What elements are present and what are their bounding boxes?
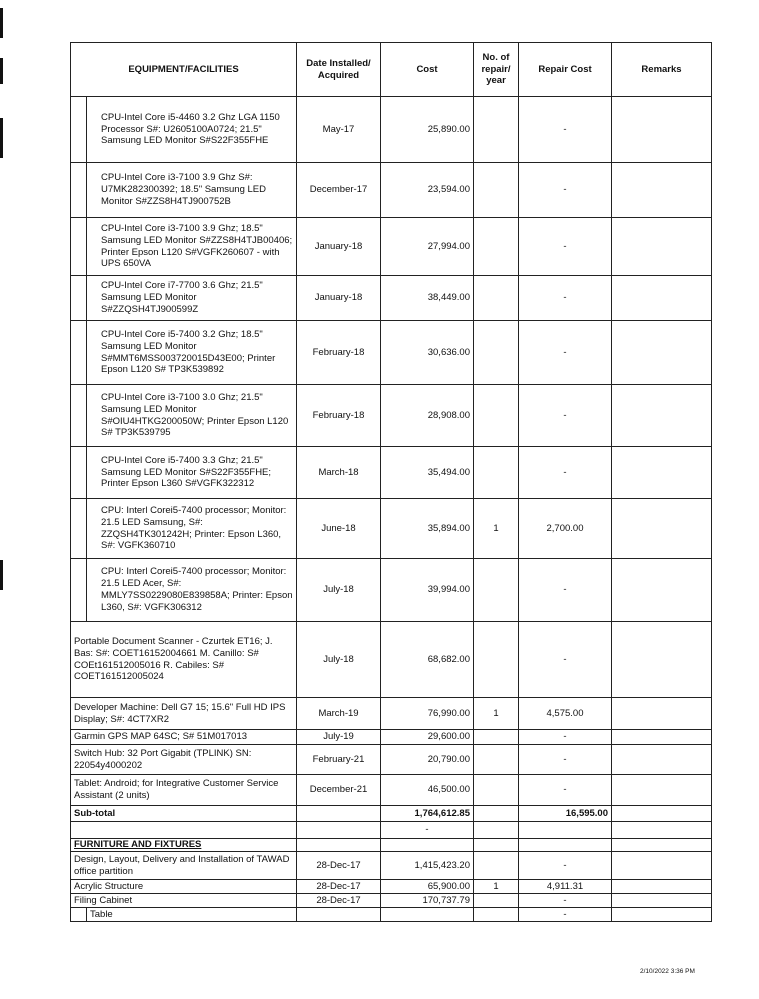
equipment-description: CPU: Interl Corei5-7400 processor; Monitor: 21.5 LED Samsung, S#: ZZQSH4TK301242H; Printer: Epson L360, S#: VGFK360710 [87,499,297,559]
remarks-cell [612,276,712,321]
remarks-cell [612,447,712,499]
cost-value: 35,494.00 [381,447,474,499]
repair-count [474,559,519,622]
repair-cost-value: 4,911.31 [519,880,612,894]
date-acquired: July-18 [297,559,381,622]
remarks-cell [612,908,712,922]
furniture-heading: FURNITURE AND FIXTURES [71,839,297,852]
equipment-description: Garmin GPS MAP 64SC; S# 51M017013 [71,730,297,745]
remarks-cell [612,698,712,730]
table-row [71,698,712,730]
table-row [71,745,712,775]
equipment-description: CPU-Intel Core i7-7700 3.6 Ghz; 21.5" Samsung LED Monitor S#ZZQSH4TJ900599Z [87,276,297,321]
equipment-description: CPU-Intel Core i5-7400 3.2 Ghz; 18.5" Samsung LED Monitor S#MMT6MSS003720015D43E00; Printer Epson L120 S# TP3K539892 [87,321,297,385]
repair-count: 1 [474,499,519,559]
table-row [71,218,712,276]
date-acquired: January-18 [297,276,381,321]
date-acquired: 28-Dec-17 [297,880,381,894]
table-row [71,385,712,447]
repair-cost-value: - [519,163,612,218]
repair-count [474,218,519,276]
header-cost: Cost [381,43,474,97]
remarks-cell [612,218,712,276]
equipment-description: CPU-Intel Core i3-7100 3.0 Ghz; 21.5" Samsung LED Monitor S#OIU4HTKG200050W; Printer Epson L120 S# TP3K539795 [87,385,297,447]
equipment-description: Tablet: Android; for Integrative Customer Service Assistant (2 units) [71,775,297,806]
date-acquired: June-18 [297,499,381,559]
table-row [71,894,712,908]
cost-value: 29,600.00 [381,730,474,745]
repair-cost-value: - [519,321,612,385]
equipment-description: CPU-Intel Core i3-7100 3.9 Ghz; 18.5" Samsung LED Monitor S#ZZS8H4TJB00406; Printer Epson L120 S#VGFK260607 - with UPS 650VA [87,218,297,276]
repair-count [474,385,519,447]
cost-value: 76,990.00 [381,698,474,730]
scan-edge-mark-1 [0,8,3,38]
remarks-cell [612,894,712,908]
repair-count [474,163,519,218]
equipment-description: Acrylic Structure [71,880,297,894]
repair-count [474,97,519,163]
section-heading-row [71,839,712,852]
equipment-description: Design, Layout, Delivery and Installation of TAWAD office partition [71,852,297,880]
repair-cost-value: - [519,730,612,745]
repair-cost-value: - [519,276,612,321]
repair-cost-value: - [519,447,612,499]
header-repairs: No. of repair/ year [474,43,519,97]
repair-count [474,775,519,806]
cost-value: 25,890.00 [381,97,474,163]
remarks-cell [612,775,712,806]
repair-cost-value: - [519,908,612,922]
cost-value: 23,594.00 [381,163,474,218]
cost-value: 27,994.00 [381,218,474,276]
cost-value: 39,994.00 [381,559,474,622]
header-date: Date Installed/ Acquired [297,43,381,97]
repair-count [474,852,519,880]
table-row [71,908,712,922]
repair-cost-value: 2,700.00 [519,499,612,559]
cost-value: 68,682.00 [381,622,474,698]
repair-cost-value: - [519,745,612,775]
equipment-description: CPU-Intel Core i3-7100 3.9 Ghz S#: U7MK282300392; 18.5" Samsung LED Monitor S#ZZS8H4TJ900752B [87,163,297,218]
repair-count [474,908,519,922]
equipment-table [70,42,712,922]
table-row [71,775,712,806]
remarks-cell [612,730,712,745]
equipment-description: CPU-Intel Core i5-4460 3.2 Ghz LGA 1150 Processor S#: U2605100A0724; 21.5" Samsung LED Monitor S#S22F355FHE [87,97,297,163]
equipment-description: CPU: Interl Corei5-7400 processor; Monitor: 21.5 LED Acer, S#: MMLY7SS0229080E839858A; Printer: Epson L360, S#: VGFK306312 [87,559,297,622]
date-acquired: December-17 [297,163,381,218]
repair-count [474,622,519,698]
table-row [71,880,712,894]
table-row [71,447,712,499]
header-remarks: Remarks [612,43,712,97]
remarks-cell [612,880,712,894]
subtotal-dot-mark: - [381,822,474,839]
remarks-cell [612,499,712,559]
cost-value: 46,500.00 [381,775,474,806]
remarks-cell [612,97,712,163]
repair-count: 1 [474,698,519,730]
cost-value: 170,737.79 [381,894,474,908]
cost-value: 1,415,423.20 [381,852,474,880]
repair-cost-value: - [519,218,612,276]
date-acquired: December-21 [297,775,381,806]
remarks-cell [612,745,712,775]
repair-cost-value: - [519,622,612,698]
date-acquired: March-19 [297,698,381,730]
spacer-row [71,822,712,839]
cost-value: 28,908.00 [381,385,474,447]
remarks-cell [612,852,712,880]
cost-value [381,908,474,922]
subtotal-label: Sub-total [71,806,297,822]
remarks-cell [612,385,712,447]
repair-count [474,321,519,385]
date-acquired: July-18 [297,622,381,698]
cost-value: 38,449.00 [381,276,474,321]
repair-cost-value: - [519,385,612,447]
scan-edge-mark-4 [0,560,3,590]
remarks-cell [612,559,712,622]
table-row [71,499,712,559]
date-acquired: July-19 [297,730,381,745]
cost-value: 30,636.00 [381,321,474,385]
scan-edge-mark-2 [0,58,3,84]
date-acquired: 28-Dec-17 [297,894,381,908]
equipment-description: Switch Hub: 32 Port Gigabit (TPLINK) SN: 22054y4000202 [71,745,297,775]
subtotal-cost: 1,764,612.85 [381,806,474,822]
cost-value: 35,894.00 [381,499,474,559]
remarks-cell [612,321,712,385]
date-acquired: 28-Dec-17 [297,852,381,880]
table-row [71,163,712,218]
table-row [71,559,712,622]
repair-count: 1 [474,880,519,894]
repair-cost-value: - [519,97,612,163]
table-row [71,276,712,321]
cost-value: 20,790.00 [381,745,474,775]
scan-edge-mark-3 [0,118,3,158]
equipment-description: CPU-Intel Core i5-7400 3.3 Ghz; 21.5" Samsung LED Monitor S#S22F355FHE; Printer Epson L360 S#VGFK322312 [87,447,297,499]
repair-count [474,745,519,775]
subtotal-repair-cost: 16,595.00 [519,806,612,822]
repair-cost-value: - [519,559,612,622]
equipment-description: Developer Machine: Dell G7 15; 15.6" Full HD IPS Display; S#: 4CT7XR2 [71,698,297,730]
equipment-description: Filing Cabinet [71,894,297,908]
date-acquired: February-18 [297,321,381,385]
date-acquired: May-17 [297,97,381,163]
date-acquired: January-18 [297,218,381,276]
subtotal-row [71,806,712,822]
table-row [71,730,712,745]
header-row [71,43,712,97]
table-row [71,321,712,385]
header-equipment: EQUIPMENT/FACILITIES [71,43,297,97]
date-acquired: March-18 [297,447,381,499]
repair-count [474,447,519,499]
repair-count [474,730,519,745]
date-acquired: February-21 [297,745,381,775]
cost-value: 65,900.00 [381,880,474,894]
print-timestamp: 2/10/2022 3:36 PM [640,968,695,975]
header-repair-cost: Repair Cost [519,43,612,97]
equipment-description: Table [87,908,297,922]
repair-cost-value: 4,575.00 [519,698,612,730]
table-row [71,97,712,163]
repair-count [474,894,519,908]
repair-cost-value: - [519,852,612,880]
repair-cost-value: - [519,894,612,908]
table-row [71,622,712,698]
equipment-description: Portable Document Scanner - Czurtek ET16; J. Bas: S#: COET16152004661 M. Canillo: S# COEt161512005016 R. Cabiles: S# COET161512005024 [71,622,297,698]
date-acquired: February-18 [297,385,381,447]
remarks-cell [612,622,712,698]
repair-cost-value: - [519,775,612,806]
repair-count [474,276,519,321]
table-row [71,852,712,880]
date-acquired [297,908,381,922]
remarks-cell [612,163,712,218]
